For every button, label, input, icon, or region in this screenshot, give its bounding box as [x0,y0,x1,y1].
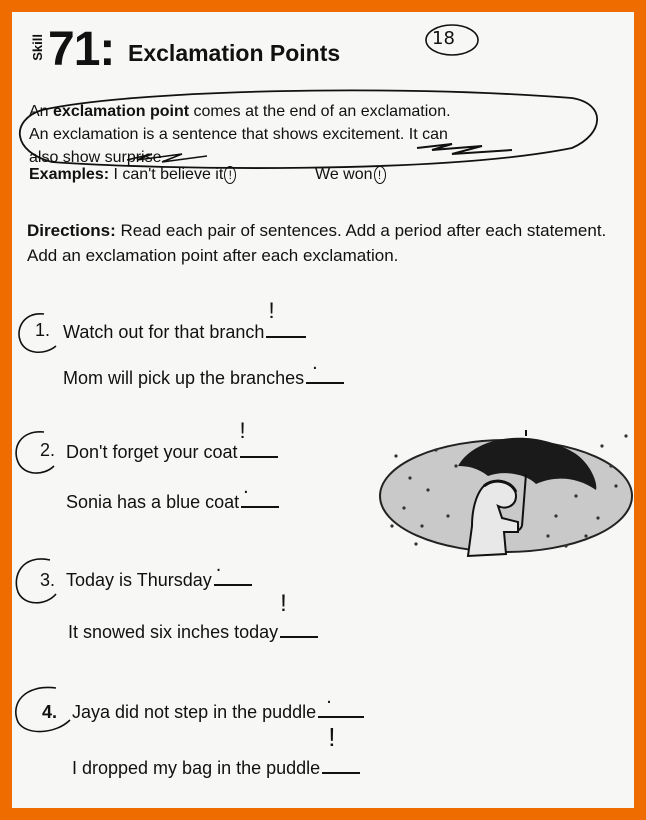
scribble-icon [412,140,522,162]
answer-blank[interactable]: . [241,490,279,508]
sentence: Jaya did not step in the puddle . [72,700,364,723]
sentence: Mom will pick up the branches . [63,366,344,389]
sentence: Sonia has a blue coat . [66,490,279,513]
item-number: 1. [35,320,51,340]
answer-blank[interactable]: ! [266,320,306,338]
worksheet-page [12,12,634,808]
worksheet-title: Exclamation Points [128,40,341,66]
skill-number: 71: [48,23,115,76]
answer-blank[interactable]: . [318,700,364,718]
handwritten-score: 18 [432,28,455,49]
sentence: It snowed six inches today ! [68,620,318,643]
example-2: We won ! [315,166,386,184]
answer-blank[interactable]: ! [240,440,278,458]
number-circle-icon [12,554,66,610]
item-number: 4. [42,702,58,722]
circled-exclamation: ! [374,166,386,184]
item-number: 3. [40,570,56,590]
sentence: Watch out for that branch ! [63,320,306,343]
definition-line-1: An exclamation point comes at the end of an exclamation. [29,103,451,120]
item-number: 2. [40,440,56,460]
sentence: Don't forget your coat ! [66,440,278,463]
scribble-icon [122,148,212,168]
answer-blank[interactable]: . [214,568,252,586]
answer-blank[interactable]: ! [322,756,360,774]
definition-line-3: also show surprise. [29,149,166,166]
answer-blank[interactable]: ! [280,620,318,638]
directions-text: Directions: Read each pair of sentences. Add a period after each statement. Add an exclamation point after each exclamation. [27,221,607,265]
answer-blank[interactable]: . [306,366,344,384]
definition-line-2: An exclamation is a sentence that shows excitement. It can [29,126,448,143]
sentence: I dropped my bag in the puddle ! [72,756,360,779]
circled-exclamation: ! [224,166,236,184]
sentence: Today is Thursday . [66,568,252,591]
skill-label: Skill [30,34,45,61]
umbrella-rain-illustration [376,426,634,566]
examples-line: Examples: I can't believe it ! [29,166,236,184]
